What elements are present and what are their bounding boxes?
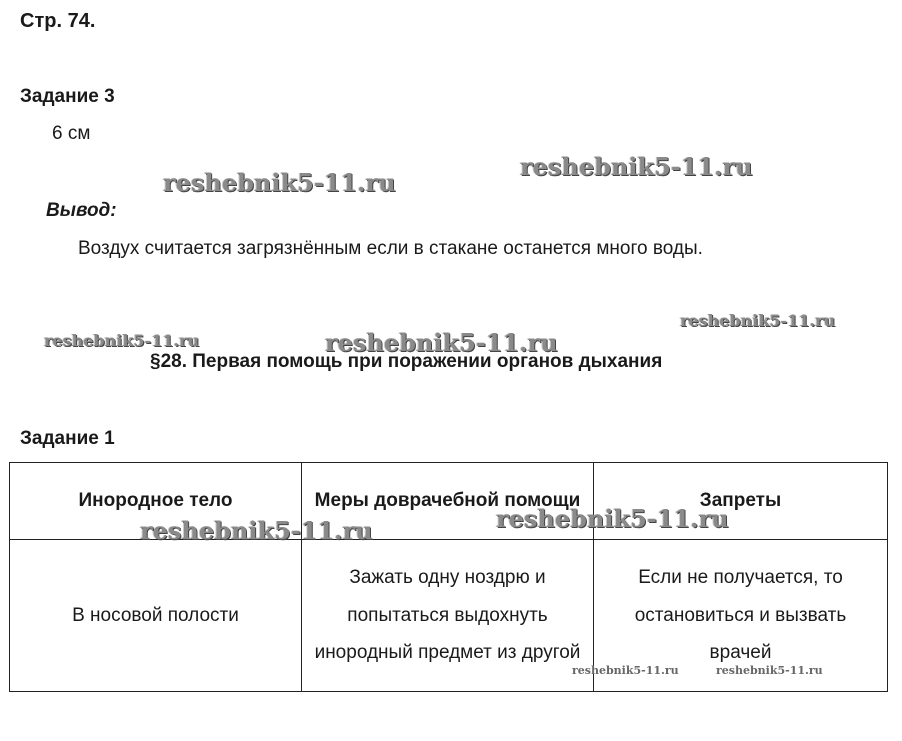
table-header-cell: Инородное тело [10, 463, 302, 540]
watermark: reshebnik5-11.ru [716, 664, 823, 677]
conclusion-label: Вывод: [46, 200, 117, 221]
conclusion-text: Воздух считается загрязнённым если в стакане останется много воды. [78, 238, 703, 259]
table-header-cell: Меры доврачебной помощи [302, 463, 594, 540]
table-row [10, 540, 888, 692]
watermark: reshebnik5-11.ru [520, 152, 753, 181]
table-header-cell: Запреты [594, 463, 888, 540]
watermark: reshebnik5-11.ru [140, 516, 373, 545]
table-header-row [10, 463, 888, 540]
table-cell: Если не получается, то остановиться и вызвать врачей [594, 540, 888, 692]
watermark: reshebnik5-11.ru [163, 168, 396, 197]
table-cell: В носовой полости [10, 540, 302, 692]
task-1-heading: Задание 1 [20, 428, 115, 449]
watermark: reshebnik5-11.ru [325, 328, 558, 357]
watermark: reshebnik5-11.ru [496, 504, 729, 533]
page-number: Стр. 74. [20, 10, 96, 32]
table-cell: Зажать одну ноздрю и попытаться выдохнуть инородный предмет из другой [302, 540, 594, 692]
answers-table [9, 462, 888, 692]
watermark: reshebnik5-11.ru [572, 664, 679, 677]
task-3-answer: 6 см [52, 123, 91, 144]
section-title: §28. Первая помощь при поражении органов дыхания [150, 351, 663, 372]
task-3-heading: Задание 3 [20, 86, 115, 107]
watermark: reshebnik5-11.ru [680, 311, 836, 330]
watermark: reshebnik5-11.ru [44, 331, 200, 350]
